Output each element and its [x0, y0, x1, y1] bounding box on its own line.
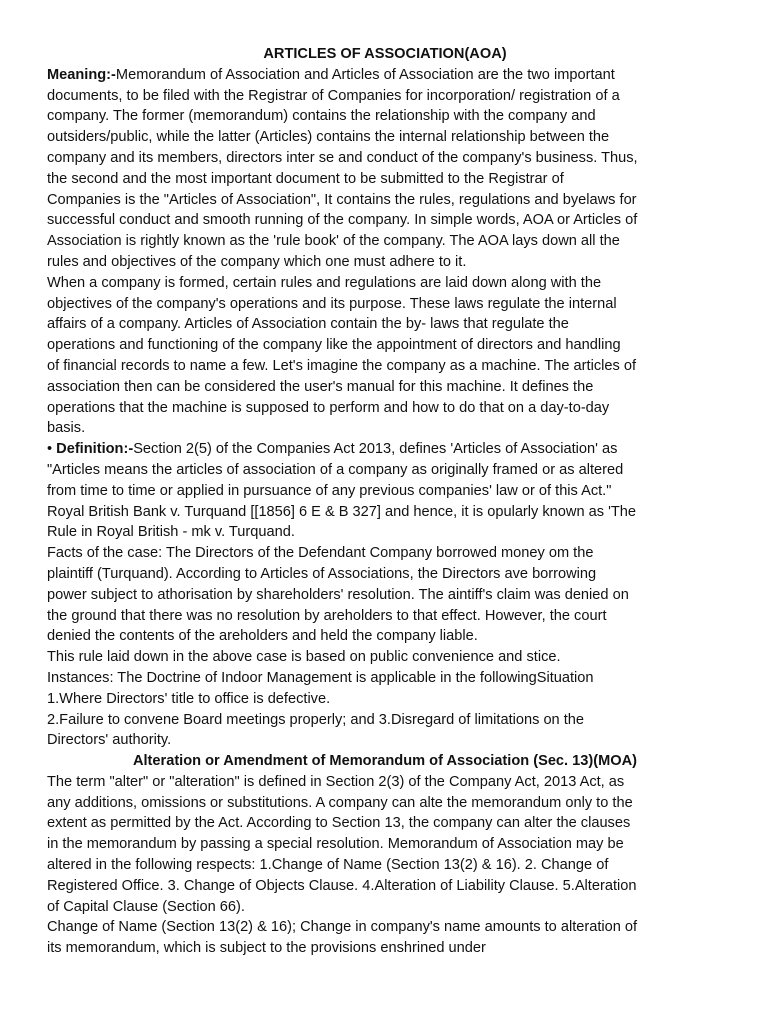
alteration-paragraph — [47, 772, 723, 959]
text-line: of financial records to name a few. Let's imagine the company as a machine. The articles of — [47, 357, 637, 374]
text-line: Rule in Royal British - mk v. Turquand. — [47, 524, 295, 541]
text-line: extent as permitted by the Act. According to Section 13, the company can alter the clauses — [47, 815, 631, 832]
text-line: objectives of the company's operations and its purpose. These laws regulate the internal — [47, 295, 617, 312]
text-line: any additions, omissions or substitutions. A company can alte the memorandum only to the — [47, 794, 633, 811]
facts-paragraph — [47, 543, 723, 751]
text-line: The term "alter" or "alteration" is defined in Section 2(3) of the Company Act, 2013 Act, as — [47, 773, 625, 790]
text-line: Registered Office. 3. Change of Objects Clause. 4.Alteration of Liability Clause. 5.Alteration — [47, 877, 637, 894]
text-line: basis. — [47, 420, 86, 437]
text-line: Instances: The Doctrine of Indoor Management is applicable in the followingSituation — [47, 669, 594, 686]
text-line: successful conduct and smooth running of the company. In simple words, AOA or Articles of — [47, 212, 638, 229]
text-line: Facts of the case: The Directors of the Defendant Company borrowed money om the — [47, 545, 594, 562]
text-line: the second and the most important document to be submitted to the Registrar of — [47, 170, 564, 187]
text-line: denied the contents of the areholders and held the company liable. — [47, 628, 478, 645]
text-line: from time to time or applied in pursuance of any previous companies' law or of this Act." — [47, 482, 612, 499]
text-line: company. The former (memorandum) contains the relationship with the company and — [47, 108, 596, 125]
text-line: Companies is the "Articles of Association", It contains the rules, regulations and byelaws for — [47, 191, 637, 208]
text-line: This rule laid down in the above case is based on public convenience and stice. — [47, 649, 561, 666]
text-line: operations and functioning of the company like the appointment of directors and handling — [47, 337, 621, 354]
text-line: When a company is formed, certain rules and regulations are laid down along with the — [47, 274, 602, 291]
document-title: ARTICLES OF ASSOCIATION(AOA) — [263, 46, 507, 62]
definition-label: Definition:- — [56, 441, 134, 458]
meaning-paragraph — [47, 65, 723, 273]
company-formation-paragraph — [47, 273, 723, 439]
text-line: in the memorandum by passing a special resolution. Memorandum of Association may be — [47, 836, 624, 853]
text-line: power subject to athorisation by shareholders' resolution. The aintiff's claim was denied on — [47, 586, 629, 603]
text-line: "Articles means the articles of association of a company as originally framed or as altered — [47, 461, 624, 478]
definition-paragraph — [47, 439, 723, 543]
text-line: company and its members, directors inter se and conduct of the company's business. Thus, — [47, 149, 638, 166]
text-line: Directors' authority. — [47, 732, 172, 749]
section-heading: Alteration or Amendment of Memorandum of Association (Sec. 13)(MOA) — [132, 753, 638, 770]
text-line: Change of Name (Section 13(2) & 16); Change in company's name amounts to alteration of — [47, 919, 638, 936]
text-line: outsiders/public, while the latter (Articles) contains the internal relationship between the — [47, 129, 610, 146]
text-line: its memorandum, which is subject to the provisions enshrined under — [47, 940, 486, 957]
text-line: association then can be considered the user's manual for this machine. It defines the — [47, 378, 594, 395]
text-line: documents, to be filed with the Registrar of Companies for incorporation/ registration of a — [47, 87, 620, 104]
text-line: altered in the following respects: 1.Change of Name (Section 13(2) & 16). 2. Change of — [47, 857, 609, 874]
text-line: • Definition:-Section 2(5) of the Companies Act 2013, defines 'Articles of Association' as — [47, 441, 618, 458]
text-line: 1.Where Directors' title to office is defective. — [47, 690, 331, 707]
text-line: plaintiff (Turquand). According to Articles of Associations, the Directors ave borrowing — [47, 565, 597, 582]
text-line: Meaning:-Memorandum of Association and Articles of Association are the two important — [47, 66, 615, 83]
text-line: Royal British Bank v. Turquand [[1856] 6 E & B 327] and hence, it is opularly known as 'The — [47, 503, 637, 520]
bullet-icon: • — [47, 441, 57, 458]
meaning-label: Meaning:- — [47, 66, 116, 83]
text-line: of Capital Clause (Section 66). — [47, 898, 245, 915]
text-line: affairs of a company. Articles of Association contain the by- laws that regulate the — [47, 316, 569, 333]
document-page — [47, 44, 723, 959]
text-line: rules and objectives of the company which one must adhere to it. — [47, 253, 467, 270]
text-line: 2.Failure to convene Board meetings properly; and 3.Disregard of limitations on the — [47, 711, 585, 728]
text-line: Association is rightly known as the 'rule book' of the company. The AOA lays down all the — [47, 233, 620, 250]
text-line: operations that the machine is supposed to perform and how to do that on a day-to-day — [47, 399, 610, 416]
text-line: the ground that there was no resolution by areholders to that effect. However, the court — [47, 607, 607, 624]
